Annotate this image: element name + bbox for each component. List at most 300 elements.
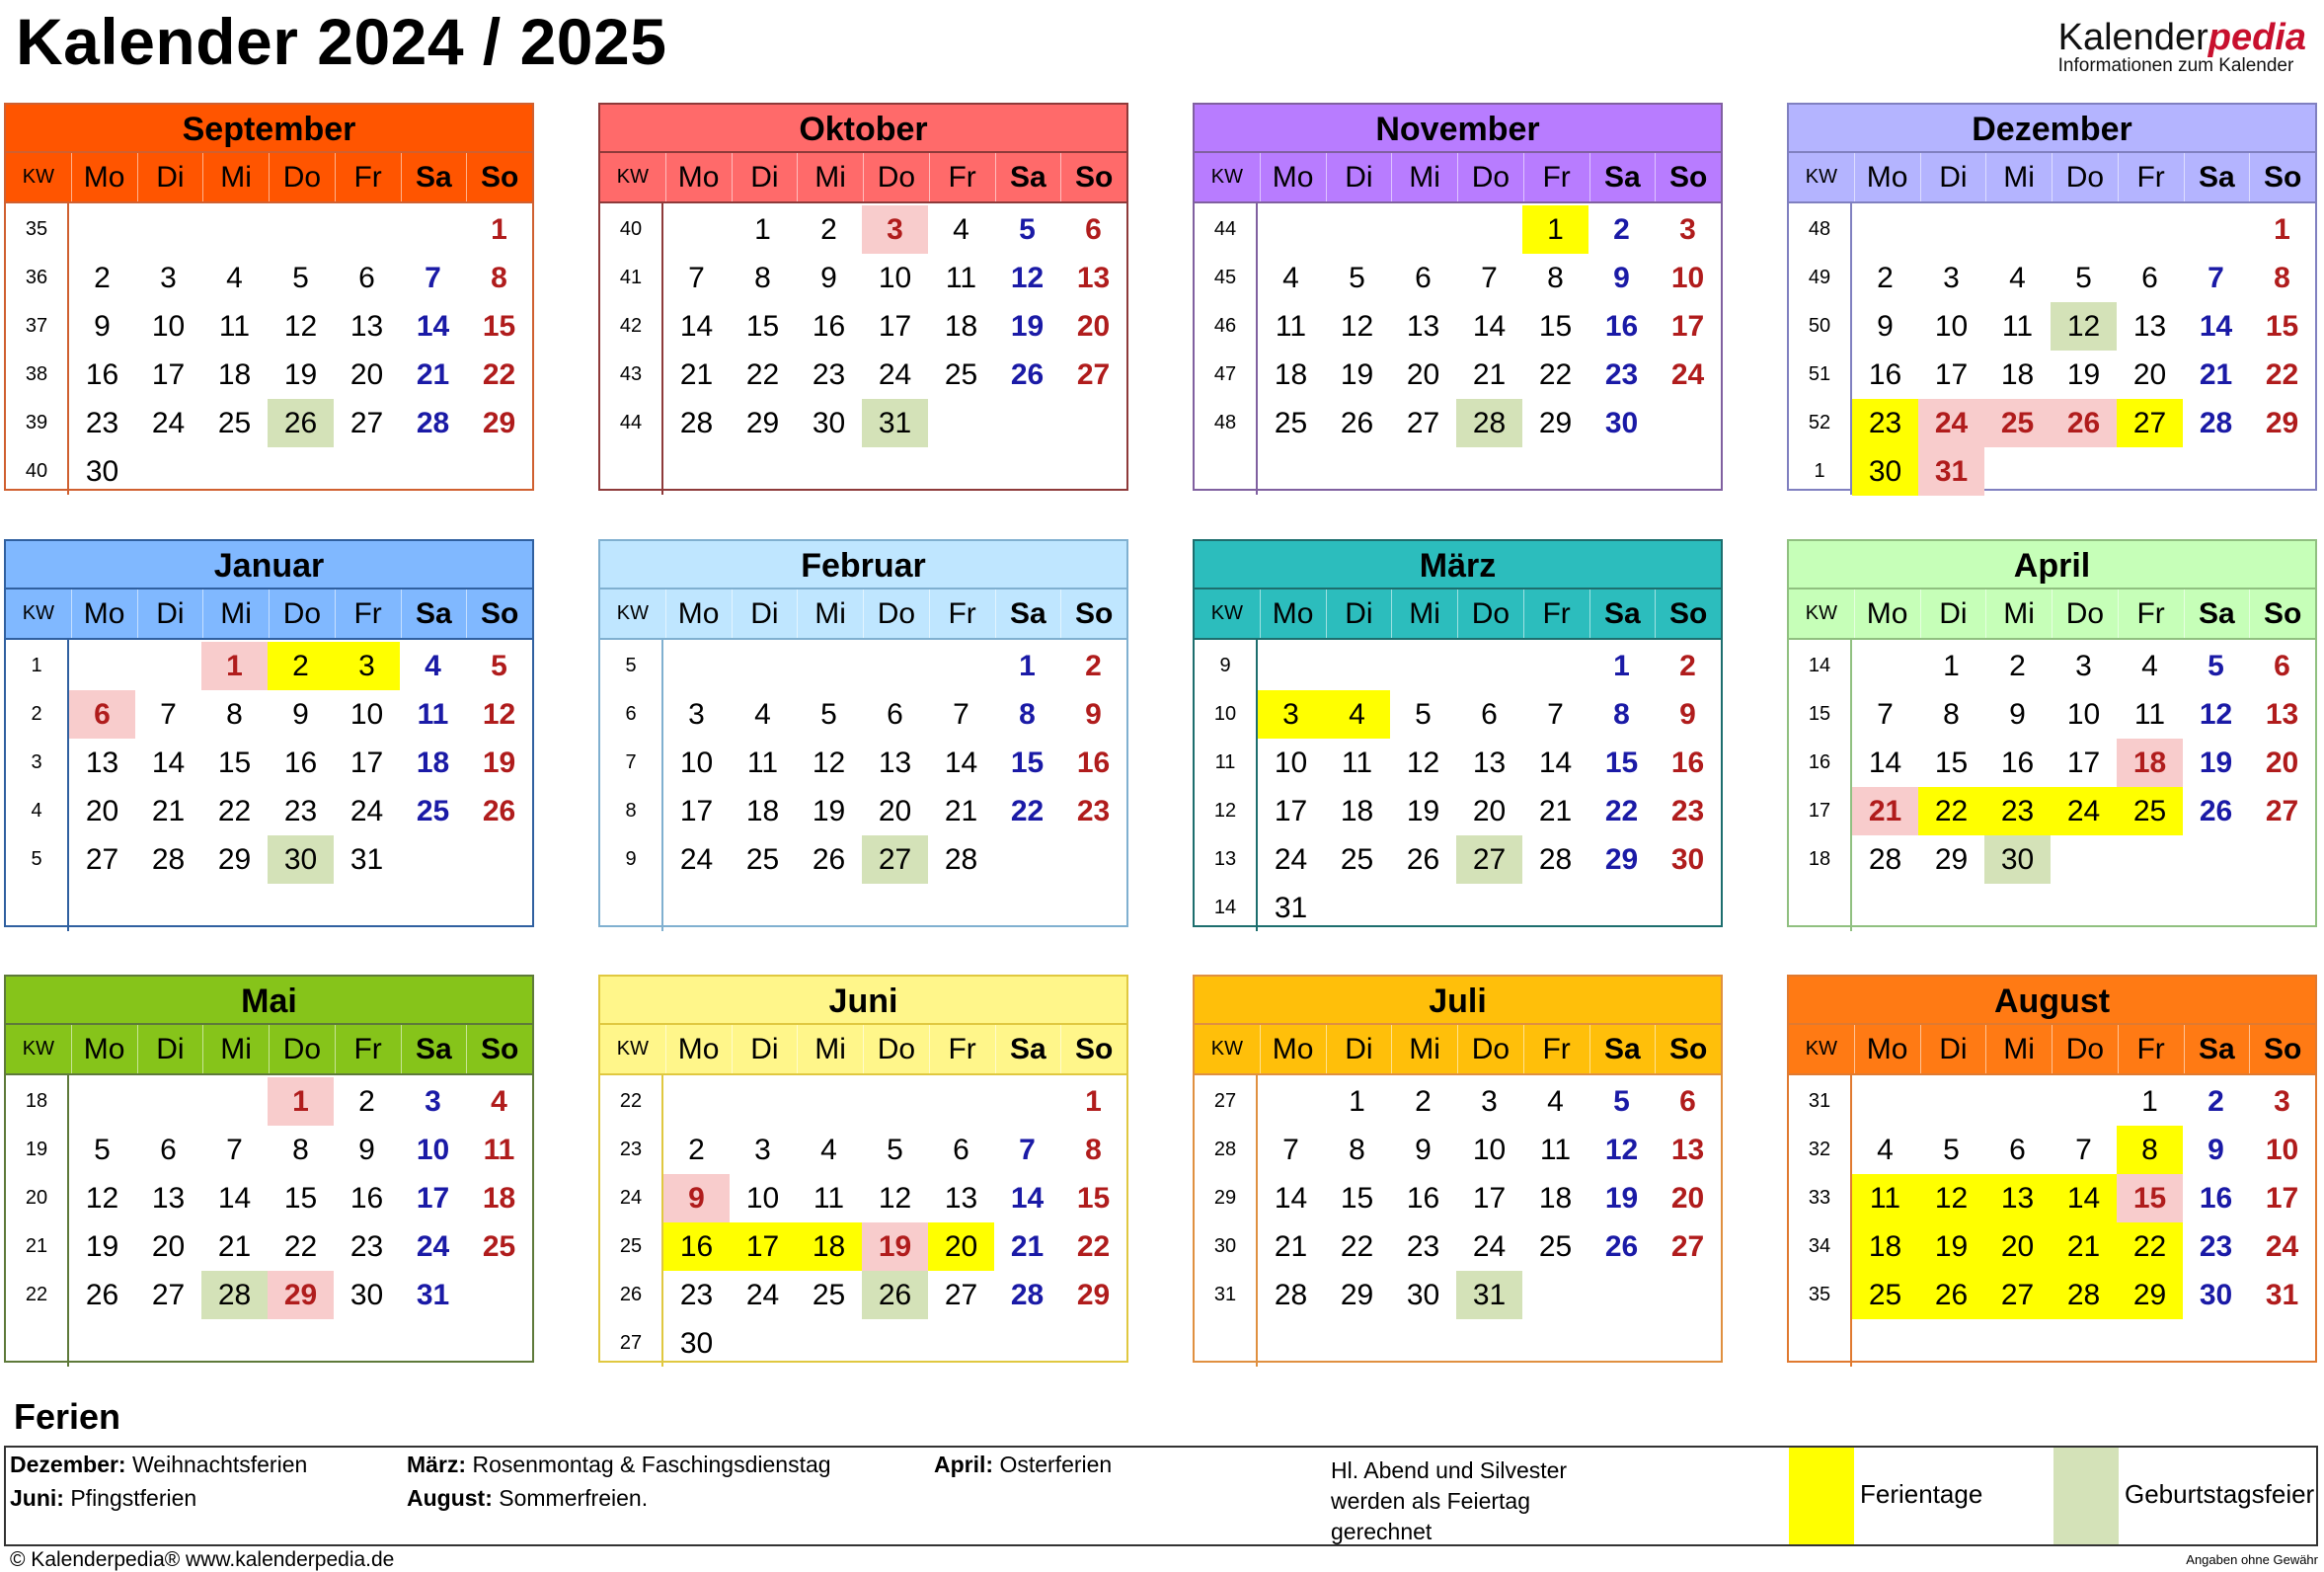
day-cell: 15 [1604, 746, 1639, 779]
day-cell: 3 [1481, 1084, 1498, 1118]
day-cell: 18 [416, 746, 450, 779]
day-cell: 3 [1679, 212, 1696, 246]
day-cell: 24 [1918, 399, 1984, 447]
month-title: November [1195, 105, 1721, 153]
weekday-header-cell: Do [1457, 590, 1523, 638]
day-cell: 6 [1085, 212, 1102, 246]
day-cell: 7 [2075, 1133, 2092, 1166]
day-cell: 1 [1943, 649, 1960, 682]
day-cell: 23 [349, 1229, 384, 1263]
empty-day-cell [466, 835, 532, 884]
day-cell: 10 [1274, 746, 1308, 779]
day-cell: 8 [292, 1133, 309, 1166]
empty-day-cell [1060, 835, 1126, 884]
day-cell: 28 [416, 406, 450, 439]
weekday-header-cell: Do [2052, 590, 2118, 638]
weekday-header-cell: So [1655, 153, 1721, 201]
day-cell: 6 [69, 690, 135, 739]
day-cell: 19 [1918, 1222, 1984, 1271]
day-cell: 30 [1852, 447, 1918, 496]
week-number: 51 [1808, 363, 1831, 385]
day-cell: 5 [2075, 261, 2092, 294]
day-cell: 8 [226, 697, 243, 731]
day-cell: 3 [754, 1133, 771, 1166]
empty-day-cell [1852, 205, 1918, 254]
day-cell: 12 [1406, 746, 1440, 779]
day-cell: 9 [358, 1133, 375, 1166]
empty-day-cell [928, 399, 994, 447]
weekday-header-cell: Fr [335, 1025, 401, 1073]
empty-day-cell [1390, 884, 1456, 932]
week-number: 5 [625, 655, 637, 676]
month-7 [1787, 539, 2317, 927]
week-number: 28 [1213, 1139, 1237, 1160]
kw-column [6, 1075, 69, 1367]
week-number: 20 [25, 1187, 48, 1209]
weekday-header-cell: Mo [1260, 590, 1326, 638]
week-number: 12 [1213, 800, 1237, 822]
empty-day-cell [1060, 399, 1126, 447]
weekday-header-cell: Sa [1589, 153, 1656, 201]
day-cell: 15 [745, 309, 780, 343]
weekday-header-cell: Di [1920, 590, 1986, 638]
day-cell: 20 [2132, 357, 2167, 391]
day-cell: 6 [2009, 1133, 2026, 1166]
day-cell: 19 [85, 1229, 119, 1263]
day-cell: 28 [1456, 399, 1522, 447]
day-cell: 21 [1274, 1229, 1308, 1263]
week-number: 16 [1808, 751, 1831, 773]
day-cell: 29 [745, 406, 780, 439]
day-cell: 22 [2265, 357, 2299, 391]
day-cell: 26 [1010, 357, 1045, 391]
day-cell: 5 [1943, 1133, 1960, 1166]
empty-day-cell [334, 447, 400, 496]
weekday-header-cell: Do [1457, 153, 1523, 201]
day-cell: 17 [2066, 746, 2101, 779]
day-cell: 22 [1076, 1229, 1111, 1263]
empty-day-cell [400, 447, 466, 496]
day-cell: 16 [2199, 1181, 2233, 1215]
day-cell: 21 [679, 357, 714, 391]
day-cell: 5 [1415, 697, 1432, 731]
day-cell: 23 [283, 794, 318, 827]
day-cell: 11 [1275, 309, 1307, 343]
empty-day-cell [2183, 835, 2249, 884]
day-cell: 17 [416, 1181, 450, 1215]
empty-day-cell [1456, 642, 1522, 690]
day-cell: 30 [349, 1278, 384, 1311]
day-cell: 4 [491, 1084, 507, 1118]
day-grid [1258, 640, 1721, 931]
week-number: 2 [31, 703, 42, 725]
empty-day-cell [663, 205, 730, 254]
week-number: 44 [619, 412, 643, 433]
month-6 [1193, 539, 1723, 927]
day-grid [1258, 203, 1721, 495]
day-cell: 24 [416, 1229, 450, 1263]
day-cell: 23 [679, 1278, 714, 1311]
empty-day-cell [862, 1319, 928, 1368]
day-cell: 31 [2265, 1278, 2299, 1311]
weekday-header [1789, 1025, 2315, 1075]
day-cell: 17 [1670, 309, 1705, 343]
ferien-item-dezember: Dezember: Weihnachtsferien [10, 1452, 308, 1477]
weekday-header [1789, 153, 2315, 203]
day-cell: 25 [1274, 406, 1308, 439]
empty-day-cell [69, 205, 135, 254]
day-cell: 22 [283, 1229, 318, 1263]
day-cell: 21 [1538, 794, 1573, 827]
empty-day-cell [1324, 205, 1390, 254]
empty-day-cell [994, 1319, 1060, 1368]
day-grid [69, 203, 532, 495]
day-cell: 4 [1324, 690, 1390, 739]
day-cell: 27 [862, 835, 928, 884]
day-cell: 13 [1984, 1174, 2051, 1222]
day-cell: 14 [1010, 1181, 1045, 1215]
day-cell: 16 [85, 357, 119, 391]
kw-header: KW [22, 166, 54, 188]
weekday-header-cell: Do [1457, 1025, 1523, 1073]
day-cell: 27 [1670, 1229, 1705, 1263]
kw-column [600, 1075, 663, 1367]
brand-accent: pedia [2208, 17, 2306, 58]
weekday-header-cell: Fr [2118, 590, 2184, 638]
weekday-header-cell: Do [269, 1025, 335, 1073]
week-number: 21 [25, 1235, 48, 1257]
day-cell: 25 [745, 842, 780, 876]
day-cell: 28 [1010, 1278, 1045, 1311]
weekday-header-cell: So [2249, 590, 2315, 638]
day-cell: 26 [85, 1278, 119, 1311]
day-cell: 3 [688, 697, 705, 731]
month-title: Mai [6, 977, 532, 1025]
day-cell: 14 [2199, 309, 2233, 343]
day-cell: 21 [1010, 1229, 1045, 1263]
empty-day-cell [135, 642, 201, 690]
day-cell: 1 [2274, 212, 2290, 246]
day-cell: 25 [1852, 1271, 1918, 1319]
month-title: März [1195, 541, 1721, 590]
weekday-header [600, 153, 1126, 203]
footer-disclaimer: Angaben ohne Gewähr [2186, 1552, 2318, 1567]
holiday-note: Hl. Abend und Silvester werden als Feiertag gerechnet [1331, 1457, 1568, 1544]
day-cell: 12 [1918, 1174, 1984, 1222]
day-cell: 14 [2051, 1174, 2117, 1222]
day-cell: 17 [1472, 1181, 1507, 1215]
day-cell: 28 [1538, 842, 1573, 876]
weekday-header [6, 153, 532, 203]
day-cell: 21 [416, 357, 450, 391]
empty-day-cell [1258, 642, 1324, 690]
weekday-header-cell: Fr [2118, 1025, 2184, 1073]
week-number: 1 [1814, 460, 1825, 482]
day-cell: 11 [218, 309, 251, 343]
day-cell: 26 [2051, 399, 2117, 447]
week-number: 40 [619, 218, 643, 240]
empty-day-cell [2249, 835, 2315, 884]
weekday-header-cell: Di [1326, 590, 1392, 638]
empty-day-cell [69, 1077, 135, 1126]
day-cell: 17 [1934, 357, 1969, 391]
day-cell: 2 [94, 261, 111, 294]
day-cell: 27 [1984, 1271, 2051, 1319]
day-cell: 9 [2208, 1133, 2224, 1166]
weekday-header-cell: Mo [1854, 590, 1920, 638]
day-cell: 7 [1481, 261, 1498, 294]
day-cell: 5 [820, 697, 837, 731]
day-cell: 29 [1538, 406, 1573, 439]
footer-copyright: © Kalenderpedia® www.kalenderpedia.de [10, 1548, 395, 1571]
day-cell: 2 [1877, 261, 1894, 294]
day-cell: 19 [1340, 357, 1374, 391]
empty-day-cell [1324, 884, 1390, 932]
day-cell: 30 [679, 1326, 714, 1360]
week-number: 44 [1213, 218, 1237, 240]
day-cell: 12 [2051, 302, 2117, 351]
day-cell: 28 [679, 406, 714, 439]
day-cell: 12 [812, 746, 846, 779]
day-cell: 1 [268, 1077, 334, 1126]
day-cell: 17 [349, 746, 384, 779]
day-grid [1852, 203, 2315, 495]
day-cell: 20 [1076, 309, 1111, 343]
day-cell: 21 [944, 794, 978, 827]
day-cell: 31 [349, 842, 384, 876]
day-cell: 31 [862, 399, 928, 447]
weekday-header-cell: Mo [71, 590, 137, 638]
day-cell: 9 [1877, 309, 1894, 343]
day-cell: 30 [1406, 1278, 1440, 1311]
week-number: 30 [1213, 1235, 1237, 1257]
day-cell: 2 [268, 642, 334, 690]
kw-header: KW [616, 166, 649, 188]
empty-day-cell [2117, 447, 2183, 496]
weekday-header-cell: Fr [929, 590, 995, 638]
week-number: 52 [1808, 412, 1831, 433]
day-cell: 7 [160, 697, 177, 731]
day-cell: 20 [2265, 746, 2299, 779]
day-cell: 31 [1274, 891, 1308, 924]
day-cell: 8 [1943, 697, 1960, 731]
empty-day-cell [1852, 642, 1918, 690]
week-number: 48 [1213, 412, 1237, 433]
empty-day-cell [268, 205, 334, 254]
day-grid [1258, 1075, 1721, 1367]
empty-day-cell [1258, 205, 1324, 254]
kw-header: KW [1210, 602, 1243, 624]
weekday-header-cell: Di [1326, 1025, 1392, 1073]
day-cell: 10 [151, 309, 186, 343]
week-number: 27 [619, 1332, 643, 1354]
day-cell: 3 [862, 205, 928, 254]
month-title: September [6, 105, 532, 153]
weekday-header-cell: Mi [797, 1025, 863, 1073]
day-cell: 7 [1282, 1133, 1299, 1166]
legend-vacation-label: Ferientage [1860, 1479, 1983, 1509]
day-cell: 1 [754, 212, 771, 246]
day-cell: 2 [1613, 212, 1630, 246]
day-cell: 1 [2141, 1084, 2158, 1118]
empty-day-cell [2117, 835, 2183, 884]
weekday-header-cell: Fr [335, 590, 401, 638]
day-cell: 13 [878, 746, 912, 779]
day-cell: 18 [217, 357, 252, 391]
day-cell: 22 [1010, 794, 1045, 827]
kw-column [1789, 640, 1852, 931]
day-cell: 4 [820, 1133, 837, 1166]
day-cell: 15 [217, 746, 252, 779]
kw-header: KW [1805, 602, 1837, 624]
empty-day-cell [69, 642, 135, 690]
week-number: 8 [625, 800, 637, 822]
day-cell: 30 [268, 835, 334, 884]
kw-column [1195, 1075, 1258, 1367]
day-cell: 20 [1406, 357, 1440, 391]
weekday-header-cell: So [466, 153, 532, 201]
empty-day-cell [135, 205, 201, 254]
day-cell: 29 [268, 1271, 334, 1319]
weekday-header-cell: Sa [2184, 590, 2250, 638]
weekday-header-cell: Fr [2118, 153, 2184, 201]
day-cell: 6 [1481, 697, 1498, 731]
week-number: 3 [31, 751, 42, 773]
day-cell: 11 [813, 1181, 845, 1215]
empty-day-cell [2051, 835, 2117, 884]
day-cell: 22 [217, 794, 252, 827]
day-cell: 8 [1613, 697, 1630, 731]
day-cell: 24 [1670, 357, 1705, 391]
day-cell: 2 [688, 1133, 705, 1166]
day-cell: 30 [85, 454, 119, 488]
weekday-header [1195, 590, 1721, 640]
day-cell: 5 [1349, 261, 1365, 294]
day-cell: 18 [1274, 357, 1308, 391]
empty-day-cell [1522, 1271, 1588, 1319]
week-number: 39 [25, 412, 48, 433]
day-cell: 16 [663, 1222, 730, 1271]
month-9 [598, 975, 1128, 1363]
day-cell: 30 [1984, 835, 2051, 884]
weekday-header-cell: Mi [202, 153, 269, 201]
weekday-header [6, 1025, 532, 1075]
empty-day-cell [466, 1271, 532, 1319]
day-cell: 15 [1538, 309, 1573, 343]
day-cell: 5 [887, 1133, 903, 1166]
empty-day-cell [268, 447, 334, 496]
day-cell: 27 [85, 842, 119, 876]
kw-header: KW [1210, 166, 1243, 188]
weekday-header-cell: Mi [202, 590, 269, 638]
weekday-header-cell: Sa [401, 153, 467, 201]
day-cell: 24 [1274, 842, 1308, 876]
week-number: 29 [1213, 1187, 1237, 1209]
day-cell: 17 [878, 309, 912, 343]
weekday-header-cell: Fr [1523, 590, 1589, 638]
empty-day-cell [796, 1319, 862, 1368]
day-cell: 20 [1670, 1181, 1705, 1215]
day-cell: 9 [820, 261, 837, 294]
empty-day-cell [2051, 205, 2117, 254]
day-cell: 13 [2265, 697, 2299, 731]
ferien-item-april: April: Osterferien [934, 1452, 1113, 1477]
weekday-header-cell: Sa [995, 590, 1061, 638]
day-cell: 8 [1349, 1133, 1365, 1166]
week-number: 14 [1213, 897, 1237, 918]
kw-column [1195, 640, 1258, 931]
empty-day-cell [730, 1319, 796, 1368]
day-cell: 29 [2265, 406, 2299, 439]
day-cell: 2 [1679, 649, 1696, 682]
week-number: 35 [25, 218, 48, 240]
week-number: 45 [1213, 267, 1237, 288]
weekday-header-cell: So [466, 1025, 532, 1073]
day-cell: 15 [1340, 1181, 1374, 1215]
empty-day-cell [994, 1077, 1060, 1126]
day-cell: 25 [1984, 399, 2051, 447]
day-cell: 5 [491, 649, 507, 682]
day-cell: 14 [1538, 746, 1573, 779]
day-cell: 23 [1984, 787, 2051, 835]
day-cell: 4 [1877, 1133, 1894, 1166]
brand-logo [2058, 18, 2306, 77]
weekday-header-cell: Di [137, 590, 203, 638]
day-cell: 15 [482, 309, 516, 343]
day-cell: 23 [812, 357, 846, 391]
week-number: 36 [25, 267, 48, 288]
day-cell: 20 [1472, 794, 1507, 827]
empty-day-cell [201, 1077, 268, 1126]
weekday-header [6, 590, 532, 640]
day-cell: 29 [2117, 1271, 2183, 1319]
kw-column [600, 640, 663, 931]
day-cell: 13 [151, 1181, 186, 1215]
day-grid [663, 640, 1126, 931]
day-cell: 9 [292, 697, 309, 731]
day-cell: 28 [1868, 842, 1902, 876]
week-number: 23 [619, 1139, 643, 1160]
kw-header: KW [1805, 1038, 1837, 1060]
day-cell: 16 [283, 746, 318, 779]
day-cell: 9 [2009, 697, 2026, 731]
day-cell: 14 [217, 1181, 252, 1215]
day-cell: 17 [151, 357, 186, 391]
day-cell: 12 [283, 309, 318, 343]
day-cell: 2 [2208, 1084, 2224, 1118]
day-cell: 15 [1934, 746, 1969, 779]
day-cell: 5 [1019, 212, 1036, 246]
day-cell: 16 [812, 309, 846, 343]
day-cell: 20 [1984, 1222, 2051, 1271]
day-cell: 18 [1340, 794, 1374, 827]
day-cell: 1 [1522, 205, 1588, 254]
day-cell: 27 [2117, 399, 2183, 447]
day-cell: 11 [1539, 1133, 1572, 1166]
day-cell: 2 [358, 1084, 375, 1118]
day-cell: 31 [1918, 447, 1984, 496]
day-cell: 5 [292, 261, 309, 294]
day-cell: 24 [349, 794, 384, 827]
day-cell: 26 [1406, 842, 1440, 876]
day-cell: 22 [482, 357, 516, 391]
day-cell: 9 [1613, 261, 1630, 294]
day-cell: 8 [1547, 261, 1564, 294]
day-cell: 29 [1340, 1278, 1374, 1311]
kw-column [1789, 203, 1852, 495]
weekday-header-cell: So [2249, 153, 2315, 201]
weekday-header [1195, 1025, 1721, 1075]
